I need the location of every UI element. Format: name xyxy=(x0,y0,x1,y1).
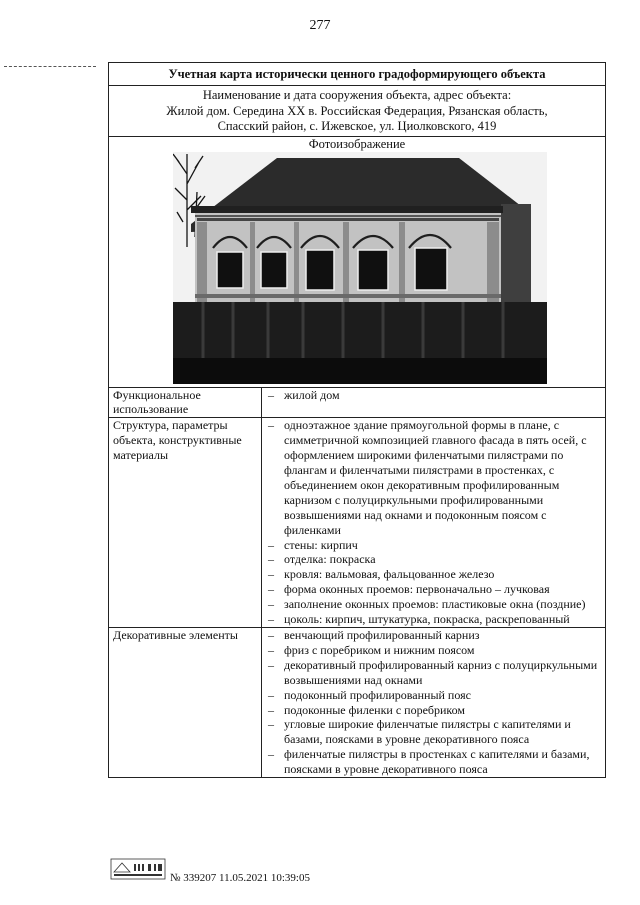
list-item: – декоративный профилированный карниз с полуциркульными возвышениями над окнами xyxy=(266,658,603,688)
document-code: № 339207 11.05.2021 10:39:05 xyxy=(170,872,310,884)
list-item: – венчающий профилированный карниз xyxy=(266,628,603,643)
list-item: – угловые широкие филенчатые пилястры с капителями и базами, поясками в уровне декоративного пояса xyxy=(266,717,603,747)
list-item: – подоконные филенки с поребриком xyxy=(266,703,603,718)
address-line: Жилой дом. Середина XX в. Российская Федерация, Рязанская область, xyxy=(166,103,548,118)
list-item: – подоконный профилированный пояс xyxy=(266,688,603,703)
row-value xyxy=(262,418,606,628)
list-item: – заполнение оконных проемов: пластиковые окна (поздние) xyxy=(266,597,603,612)
house-photo-icon xyxy=(173,152,547,384)
record-card xyxy=(108,62,606,778)
list-item: – филенчатые пилястры в простенках с капителями и базами, поясками в уровне декоративного пояса xyxy=(266,747,603,777)
list-item: – жилой дом xyxy=(266,388,603,403)
list-item: – одноэтажное здание прямоугольной формы в плане, с симметричной композицией главного фасада в пять осей, с оформлением широкими филенчатыми пилястрами по флангам и филенчатыми пилястрами в простенках, с объединением окон декоративным профилированным карнизом с полуциркульными профилированными возвышениями над окнами и подоконным поясом с филенками xyxy=(266,418,603,537)
page-number: 277 xyxy=(309,18,331,33)
document-stamp-icon xyxy=(110,858,166,880)
table-row xyxy=(109,628,605,778)
list-item: – цоколь: кирпич, штукатурка, покраска, раскрепованный xyxy=(266,612,603,627)
edge-mark xyxy=(4,66,96,67)
row-label: Структура, параметры объекта, конструктивные материалы xyxy=(109,418,262,628)
list-item: – форма оконных проемов: первоначально – лучковая xyxy=(266,582,603,597)
list-item: – отделка: покраска xyxy=(266,552,603,567)
list-item: – кровля: вальмовая, фальцованное железо xyxy=(266,567,603,582)
photo-area xyxy=(109,152,605,388)
row-label: Декоративные элементы xyxy=(109,628,262,778)
row-value xyxy=(262,628,606,778)
address-line: Спасский район, с. Ижевское, ул. Циолковского, 419 xyxy=(217,119,497,133)
object-address xyxy=(109,86,605,137)
list-item: – стены: кирпич xyxy=(266,538,603,553)
row-label: Функциональное использование xyxy=(109,388,262,418)
table-row xyxy=(109,388,605,418)
card-title: Учетная карта исторически ценного градоформирующего объекта xyxy=(109,63,605,86)
row-value xyxy=(262,388,606,418)
attributes-table xyxy=(109,388,605,778)
table-row xyxy=(109,418,605,628)
photo-label: Фотоизображение xyxy=(308,136,406,151)
address-line: Наименование и дата сооружения объекта, адрес объекта: xyxy=(202,88,512,102)
list-item: – фриз с поребриком и нижним поясом xyxy=(266,643,603,658)
